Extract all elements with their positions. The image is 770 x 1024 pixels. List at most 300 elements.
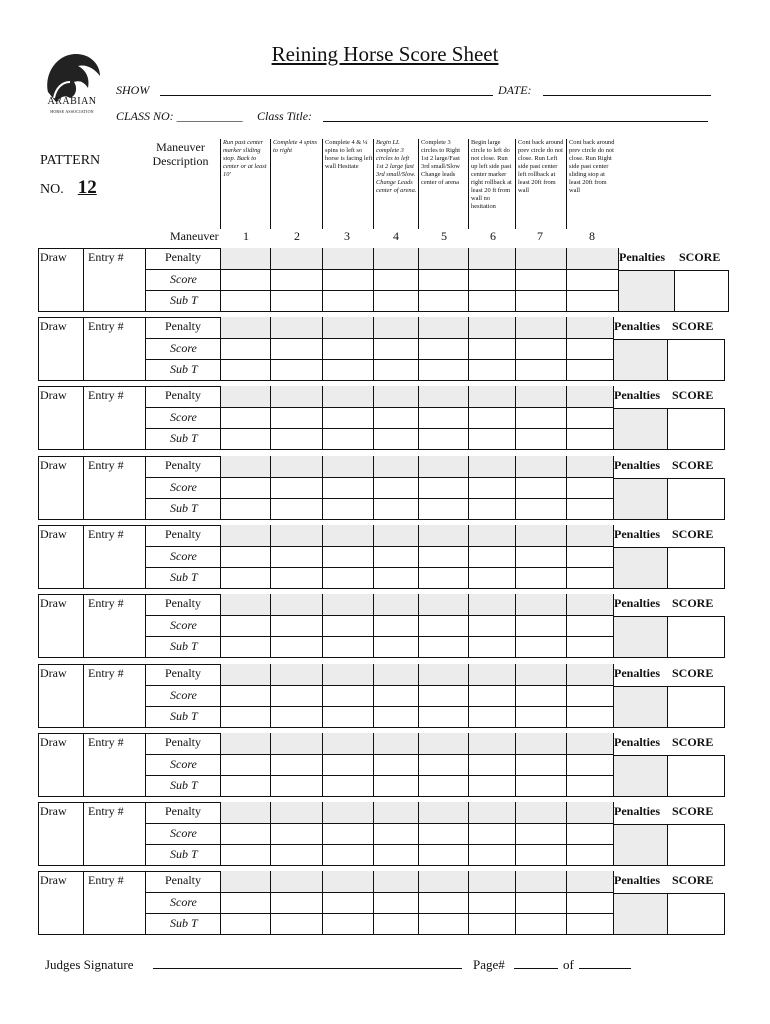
score-total-cell[interactable]: [668, 616, 725, 658]
score-cell-m1[interactable]: [220, 754, 270, 775]
subtotal-cell-m7[interactable]: [515, 359, 566, 381]
penalty-cell-m3[interactable]: [322, 248, 373, 269]
score-cell-m2[interactable]: [270, 615, 322, 636]
penalty-cell-m3[interactable]: [322, 317, 373, 338]
penalty-cell-m2[interactable]: [270, 664, 322, 685]
subtotal-cell-m5[interactable]: [418, 290, 468, 312]
score-header: SCORE: [672, 873, 714, 887]
score-total-cell[interactable]: [668, 339, 725, 381]
subtotal-cell-m7[interactable]: [515, 290, 566, 312]
penalty-cell-m5[interactable]: [418, 525, 468, 546]
score-cell-m7[interactable]: [515, 269, 566, 290]
score-cell-m6[interactable]: [468, 823, 515, 844]
penalties-header: Penalties: [614, 804, 660, 818]
penalty-cell-m8[interactable]: [566, 871, 613, 892]
penalty-cell-m6[interactable]: [468, 525, 515, 546]
score-cell-m1[interactable]: [220, 269, 270, 290]
penalty-cell-m5[interactable]: [418, 802, 468, 823]
score-cell-m3[interactable]: [322, 477, 373, 498]
show-label: SHOW: [116, 83, 150, 97]
penalties-total-cell[interactable]: [613, 616, 668, 658]
penalty-cell-m2[interactable]: [270, 525, 322, 546]
score-cell-m8[interactable]: [566, 685, 613, 706]
maneuver-2-number: 2: [294, 229, 300, 243]
score-cell-m1[interactable]: [220, 615, 270, 636]
subtotal-cell-m4[interactable]: [373, 913, 418, 935]
penalty-cell-m1[interactable]: [220, 248, 270, 269]
score-cell-m6[interactable]: [468, 546, 515, 567]
score-cell-m8[interactable]: [566, 754, 613, 775]
subtotal-cell-m8[interactable]: [566, 706, 613, 728]
score-cell-m8[interactable]: [566, 338, 613, 359]
penalty-cell-m6[interactable]: [468, 386, 515, 407]
subtotal-cell-m8[interactable]: [566, 567, 613, 589]
penalty-cell-m3[interactable]: [322, 802, 373, 823]
score-cell-m3[interactable]: [322, 892, 373, 913]
score-cell-m4[interactable]: [373, 269, 418, 290]
subtotal-cell-m5[interactable]: [418, 428, 468, 450]
penalty-cell-m1[interactable]: [220, 386, 270, 407]
subtotal-cell-m3[interactable]: [322, 498, 373, 520]
score-cell-m8[interactable]: [566, 546, 613, 567]
score-cell-m4[interactable]: [373, 338, 418, 359]
score-cell-m2[interactable]: [270, 685, 322, 706]
penalty-cell-m8[interactable]: [566, 594, 613, 615]
subtotal-cell-m6[interactable]: [468, 636, 515, 658]
subtotal-cell-m3[interactable]: [322, 428, 373, 450]
penalty-cell-m8[interactable]: [566, 317, 613, 338]
subtotal-cell-m2[interactable]: [270, 498, 322, 520]
score-cell-m1[interactable]: [220, 477, 270, 498]
subtotal-row-label: Sub T: [170, 293, 198, 307]
penalty-cell-m7[interactable]: [515, 733, 566, 754]
score-cell-m2[interactable]: [270, 546, 322, 567]
score-row-label: Score: [170, 341, 197, 355]
score-cell-m3[interactable]: [322, 615, 373, 636]
penalty-cell-m2[interactable]: [270, 386, 322, 407]
penalty-cell-m2[interactable]: [270, 248, 322, 269]
score-cell-m2[interactable]: [270, 823, 322, 844]
subtotal-cell-m1[interactable]: [220, 359, 270, 381]
subtotal-cell-m2[interactable]: [270, 636, 322, 658]
subtotal-cell-m2[interactable]: [270, 913, 322, 935]
penalty-cell-m3[interactable]: [322, 664, 373, 685]
penalty-cell-m4[interactable]: [373, 733, 418, 754]
subtotal-cell-m7[interactable]: [515, 636, 566, 658]
score-cell-m6[interactable]: [468, 269, 515, 290]
score-cell-m6[interactable]: [468, 892, 515, 913]
penalties-header: Penalties: [619, 250, 665, 264]
score-row-label: Score: [170, 549, 197, 563]
subtotal-cell-m3[interactable]: [322, 913, 373, 935]
penalties-total-cell[interactable]: [613, 547, 668, 589]
penalty-cell-m7[interactable]: [515, 456, 566, 477]
penalty-cell-m1[interactable]: [220, 456, 270, 477]
penalty-cell-m2[interactable]: [270, 594, 322, 615]
subtotal-cell-m4[interactable]: [373, 359, 418, 381]
score-cell-m5[interactable]: [418, 338, 468, 359]
subtotal-cell-m6[interactable]: [468, 913, 515, 935]
subtotal-cell-m7[interactable]: [515, 913, 566, 935]
penalty-cell-m5[interactable]: [418, 871, 468, 892]
penalty-cell-m2[interactable]: [270, 733, 322, 754]
score-cell-m8[interactable]: [566, 269, 618, 290]
score-cell-m3[interactable]: [322, 338, 373, 359]
score-cell-m5[interactable]: [418, 892, 468, 913]
score-cell-m4[interactable]: [373, 823, 418, 844]
penalty-cell-m7[interactable]: [515, 664, 566, 685]
penalty-cell-m1[interactable]: [220, 594, 270, 615]
penalty-row-label: Penalty: [165, 319, 201, 333]
score-cell-m7[interactable]: [515, 685, 566, 706]
penalty-cell-m7[interactable]: [515, 802, 566, 823]
penalties-total-cell[interactable]: [613, 893, 668, 935]
subtotal-cell-m4[interactable]: [373, 498, 418, 520]
subtotal-cell-m3[interactable]: [322, 567, 373, 589]
penalty-cell-m4[interactable]: [373, 317, 418, 338]
penalty-cell-m6[interactable]: [468, 802, 515, 823]
score-total-cell[interactable]: [668, 408, 725, 450]
subtotal-cell-m8[interactable]: [566, 636, 613, 658]
score-cell-m7[interactable]: [515, 892, 566, 913]
score-cell-m1[interactable]: [220, 823, 270, 844]
penalty-cell-m4[interactable]: [373, 802, 418, 823]
score-cell-m4[interactable]: [373, 754, 418, 775]
entry-number-label: Entry #: [88, 388, 124, 402]
penalty-cell-m8[interactable]: [566, 456, 613, 477]
score-cell-m5[interactable]: [418, 546, 468, 567]
date-label: DATE:: [498, 83, 532, 97]
score-cell-m3[interactable]: [322, 546, 373, 567]
score-cell-m6[interactable]: [468, 685, 515, 706]
score-cell-m4[interactable]: [373, 546, 418, 567]
score-cell-m8[interactable]: [566, 615, 613, 636]
penalty-cell-m5[interactable]: [418, 733, 468, 754]
score-cell-m2[interactable]: [270, 754, 322, 775]
penalty-cell-m6[interactable]: [468, 456, 515, 477]
judges-signature-field[interactable]: [153, 968, 462, 969]
subtotal-cell-m7[interactable]: [515, 844, 566, 866]
penalty-row-label: Penalty: [165, 458, 201, 472]
score-row-label: Score: [170, 480, 197, 494]
penalty-cell-m5[interactable]: [418, 664, 468, 685]
score-cell-m5[interactable]: [418, 823, 468, 844]
penalty-cell-m2[interactable]: [270, 317, 322, 338]
penalty-cell-m5[interactable]: [418, 386, 468, 407]
penalties-total-cell[interactable]: [613, 478, 668, 520]
subtotal-cell-m1[interactable]: [220, 567, 270, 589]
subtotal-cell-m3[interactable]: [322, 359, 373, 381]
subtotal-cell-m2[interactable]: [270, 290, 322, 312]
score-cell-m7[interactable]: [515, 338, 566, 359]
penalty-cell-m4[interactable]: [373, 456, 418, 477]
show-field[interactable]: [160, 95, 493, 96]
score-total-cell[interactable]: [668, 824, 725, 866]
penalty-cell-m4[interactable]: [373, 248, 418, 269]
score-cell-m8[interactable]: [566, 823, 613, 844]
penalty-cell-m1[interactable]: [220, 733, 270, 754]
score-cell-m8[interactable]: [566, 407, 613, 428]
score-cell-m4[interactable]: [373, 685, 418, 706]
subtotal-cell-m4[interactable]: [373, 428, 418, 450]
draw-label: Draw: [40, 250, 67, 264]
score-row-label: Score: [170, 895, 197, 909]
score-cell-m7[interactable]: [515, 477, 566, 498]
score-cell-m6[interactable]: [468, 338, 515, 359]
penalty-cell-m7[interactable]: [515, 871, 566, 892]
subtotal-cell-m2[interactable]: [270, 775, 322, 797]
subtotal-cell-m5[interactable]: [418, 636, 468, 658]
subtotal-cell-m8[interactable]: [566, 498, 613, 520]
score-total-cell[interactable]: [668, 547, 725, 589]
subtotal-cell-m6[interactable]: [468, 706, 515, 728]
score-cell-m4[interactable]: [373, 615, 418, 636]
penalty-cell-m4[interactable]: [373, 664, 418, 685]
subtotal-cell-m6[interactable]: [468, 498, 515, 520]
penalties-total-cell[interactable]: [613, 408, 668, 450]
score-cell-m8[interactable]: [566, 477, 613, 498]
class-title-field[interactable]: [323, 121, 708, 122]
score-cell-m5[interactable]: [418, 269, 468, 290]
penalty-cell-m3[interactable]: [322, 525, 373, 546]
score-cell-m1[interactable]: [220, 407, 270, 428]
penalty-row-label: Penalty: [165, 596, 201, 610]
score-cell-m4[interactable]: [373, 892, 418, 913]
score-row-label: Score: [170, 757, 197, 771]
score-cell-m1[interactable]: [220, 685, 270, 706]
subtotal-cell-m4[interactable]: [373, 290, 418, 312]
penalty-cell-m5[interactable]: [418, 456, 468, 477]
penalty-cell-m8[interactable]: [566, 248, 618, 269]
score-cell-m1[interactable]: [220, 338, 270, 359]
subtotal-cell-m8[interactable]: [566, 913, 613, 935]
subtotal-cell-m4[interactable]: [373, 706, 418, 728]
subtotal-cell-m2[interactable]: [270, 567, 322, 589]
penalty-cell-m3[interactable]: [322, 386, 373, 407]
maneuver-7-description: Cont back around prev circle do not close. Run Left side past center left rollback at least 20ft from wall: [515, 139, 566, 229]
penalty-cell-m6[interactable]: [468, 317, 515, 338]
score-cell-m7[interactable]: [515, 407, 566, 428]
subtotal-cell-m5[interactable]: [418, 706, 468, 728]
subtotal-cell-m3[interactable]: [322, 706, 373, 728]
subtotal-cell-m5[interactable]: [418, 359, 468, 381]
score-cell-m1[interactable]: [220, 546, 270, 567]
subtotal-cell-m2[interactable]: [270, 359, 322, 381]
penalty-cell-m8[interactable]: [566, 525, 613, 546]
score-total-cell[interactable]: [668, 478, 725, 520]
score-cell-m7[interactable]: [515, 754, 566, 775]
subtotal-cell-m7[interactable]: [515, 706, 566, 728]
score-cell-m5[interactable]: [418, 754, 468, 775]
draw-label: Draw: [40, 388, 67, 402]
subtotal-cell-m1[interactable]: [220, 498, 270, 520]
score-cell-m2[interactable]: [270, 338, 322, 359]
subtotal-cell-m7[interactable]: [515, 428, 566, 450]
penalty-cell-m3[interactable]: [322, 733, 373, 754]
penalty-cell-m5[interactable]: [418, 248, 468, 269]
subtotal-cell-m5[interactable]: [418, 775, 468, 797]
penalty-row-label: Penalty: [165, 250, 201, 264]
score-cell-m5[interactable]: [418, 407, 468, 428]
subtotal-cell-m6[interactable]: [468, 290, 515, 312]
penalty-cell-m7[interactable]: [515, 317, 566, 338]
logo-subtitle: HORSE ASSOCIATION: [50, 109, 94, 114]
penalty-cell-m8[interactable]: [566, 802, 613, 823]
penalty-cell-m1[interactable]: [220, 871, 270, 892]
penalties-total-cell[interactable]: [613, 755, 668, 797]
score-cell-m4[interactable]: [373, 407, 418, 428]
penalty-cell-m6[interactable]: [468, 594, 515, 615]
subtotal-cell-m4[interactable]: [373, 844, 418, 866]
penalty-cell-m5[interactable]: [418, 317, 468, 338]
subtotal-cell-m6[interactable]: [468, 775, 515, 797]
score-total-cell[interactable]: [668, 686, 725, 728]
subtotal-cell-m7[interactable]: [515, 775, 566, 797]
penalty-cell-m4[interactable]: [373, 871, 418, 892]
page-number-field[interactable]: [514, 968, 558, 969]
subtotal-row-label: Sub T: [170, 362, 198, 376]
subtotal-cell-m5[interactable]: [418, 913, 468, 935]
score-cell-m5[interactable]: [418, 685, 468, 706]
penalty-cell-m1[interactable]: [220, 664, 270, 685]
score-cell-m6[interactable]: [468, 754, 515, 775]
score-total-cell[interactable]: [675, 270, 729, 312]
subtotal-cell-m5[interactable]: [418, 498, 468, 520]
subtotal-cell-m5[interactable]: [418, 567, 468, 589]
score-cell-m6[interactable]: [468, 615, 515, 636]
score-cell-m6[interactable]: [468, 477, 515, 498]
subtotal-cell-m6[interactable]: [468, 844, 515, 866]
subtotal-cell-m1[interactable]: [220, 844, 270, 866]
penalties-total-cell[interactable]: [613, 686, 668, 728]
penalty-cell-m6[interactable]: [468, 871, 515, 892]
subtotal-cell-m3[interactable]: [322, 844, 373, 866]
subtotal-cell-m4[interactable]: [373, 636, 418, 658]
subtotal-cell-m7[interactable]: [515, 567, 566, 589]
subtotal-cell-m2[interactable]: [270, 844, 322, 866]
subtotal-cell-m2[interactable]: [270, 706, 322, 728]
penalty-row-label: Penalty: [165, 666, 201, 680]
subtotal-cell-m8[interactable]: [566, 290, 618, 312]
penalty-cell-m2[interactable]: [270, 802, 322, 823]
subtotal-cell-m8[interactable]: [566, 775, 613, 797]
subtotal-cell-m7[interactable]: [515, 498, 566, 520]
penalty-cell-m4[interactable]: [373, 525, 418, 546]
subtotal-cell-m1[interactable]: [220, 775, 270, 797]
penalties-total-cell[interactable]: [613, 824, 668, 866]
penalties-total-cell[interactable]: [613, 339, 668, 381]
penalty-cell-m1[interactable]: [220, 802, 270, 823]
penalty-cell-m7[interactable]: [515, 594, 566, 615]
score-cell-m2[interactable]: [270, 269, 322, 290]
score-cell-m8[interactable]: [566, 892, 613, 913]
penalty-cell-m6[interactable]: [468, 733, 515, 754]
subtotal-row-label: Sub T: [170, 847, 198, 861]
maneuver-8-description: Cont back around prev circle do not close. Run Right side past center sliding stop at least 20ft from wall: [566, 139, 618, 229]
penalty-cell-m5[interactable]: [418, 594, 468, 615]
penalty-cell-m4[interactable]: [373, 594, 418, 615]
score-cell-m3[interactable]: [322, 823, 373, 844]
score-cell-m1[interactable]: [220, 892, 270, 913]
score-header: SCORE: [672, 735, 714, 749]
score-cell-m2[interactable]: [270, 407, 322, 428]
subtotal-cell-m8[interactable]: [566, 359, 613, 381]
subtotal-row-label: Sub T: [170, 431, 198, 445]
score-cell-m7[interactable]: [515, 615, 566, 636]
penalty-cell-m6[interactable]: [468, 248, 515, 269]
entry-number-label: Entry #: [88, 527, 124, 541]
score-cell-m6[interactable]: [468, 407, 515, 428]
penalty-cell-m3[interactable]: [322, 456, 373, 477]
penalty-cell-m7[interactable]: [515, 525, 566, 546]
subtotal-cell-m2[interactable]: [270, 428, 322, 450]
page-number-label: Page#: [473, 957, 505, 972]
subtotal-cell-m1[interactable]: [220, 913, 270, 935]
penalty-cell-m7[interactable]: [515, 386, 566, 407]
score-cell-m3[interactable]: [322, 685, 373, 706]
score-cell-m2[interactable]: [270, 477, 322, 498]
score-total-cell[interactable]: [668, 755, 725, 797]
subtotal-cell-m6[interactable]: [468, 567, 515, 589]
score-cell-m3[interactable]: [322, 407, 373, 428]
entry-block: [0, 386, 770, 452]
page-total-field[interactable]: [579, 968, 631, 969]
subtotal-cell-m1[interactable]: [220, 636, 270, 658]
subtotal-cell-m8[interactable]: [566, 428, 613, 450]
penalty-cell-m8[interactable]: [566, 733, 613, 754]
score-cell-m7[interactable]: [515, 823, 566, 844]
score-header: SCORE: [672, 319, 714, 333]
date-field[interactable]: [543, 95, 711, 96]
score-row-label: Score: [170, 826, 197, 840]
penalty-cell-m1[interactable]: [220, 317, 270, 338]
penalty-cell-m8[interactable]: [566, 386, 613, 407]
subtotal-cell-m3[interactable]: [322, 636, 373, 658]
score-cell-m2[interactable]: [270, 892, 322, 913]
subtotal-cell-m6[interactable]: [468, 359, 515, 381]
subtotal-cell-m1[interactable]: [220, 428, 270, 450]
score-total-cell[interactable]: [668, 893, 725, 935]
score-cell-m3[interactable]: [322, 754, 373, 775]
penalty-cell-m6[interactable]: [468, 664, 515, 685]
subtotal-cell-m1[interactable]: [220, 290, 270, 312]
subtotal-cell-m3[interactable]: [322, 290, 373, 312]
penalties-total-cell[interactable]: [618, 270, 675, 312]
score-cell-m5[interactable]: [418, 477, 468, 498]
penalty-cell-m3[interactable]: [322, 594, 373, 615]
penalty-cell-m4[interactable]: [373, 386, 418, 407]
score-cell-m4[interactable]: [373, 477, 418, 498]
subtotal-cell-m5[interactable]: [418, 844, 468, 866]
subtotal-cell-m6[interactable]: [468, 428, 515, 450]
penalty-cell-m7[interactable]: [515, 248, 566, 269]
subtotal-cell-m3[interactable]: [322, 775, 373, 797]
page-of-label: of: [563, 957, 574, 972]
maneuver-7-number: 7: [537, 229, 543, 243]
score-cell-m3[interactable]: [322, 269, 373, 290]
score-cell-m5[interactable]: [418, 615, 468, 636]
penalty-cell-m1[interactable]: [220, 525, 270, 546]
penalty-cell-m8[interactable]: [566, 664, 613, 685]
score-cell-m7[interactable]: [515, 546, 566, 567]
subtotal-cell-m1[interactable]: [220, 706, 270, 728]
penalty-cell-m2[interactable]: [270, 456, 322, 477]
subtotal-cell-m4[interactable]: [373, 775, 418, 797]
subtotal-cell-m8[interactable]: [566, 844, 613, 866]
penalty-cell-m2[interactable]: [270, 871, 322, 892]
subtotal-cell-m4[interactable]: [373, 567, 418, 589]
penalty-cell-m3[interactable]: [322, 871, 373, 892]
